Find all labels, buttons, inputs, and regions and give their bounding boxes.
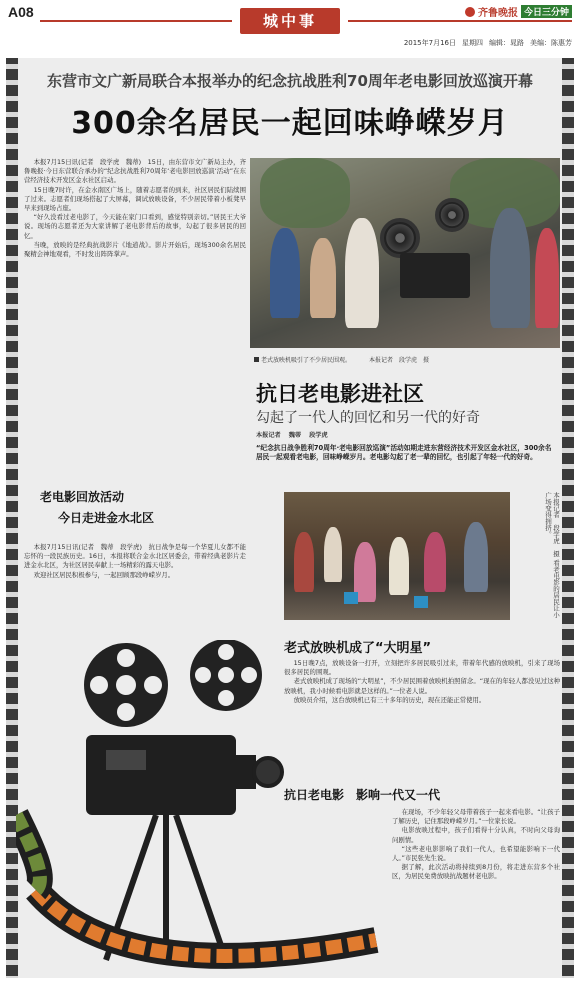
designer-credit: 美编：陈惠芳	[530, 39, 572, 47]
issue-meta	[404, 38, 572, 48]
photo2-caption-text: 看老电影的居民让小广场变得拥挤。	[544, 492, 560, 618]
paragraph: 本报7月15日讯(记者 段学虎 魏蒂) 15日，由东营市文广新局主办，齐鲁晚报·今日东营联合承办的“纪念抗战胜利70周年‘老电影回放巡演’活动”在东营经济技术开发区金水社区启动。	[24, 158, 246, 185]
issue-date: 2015年7月16日	[403, 39, 456, 47]
edition-badge: 今日三分钟	[521, 5, 572, 18]
notice-body	[24, 543, 246, 651]
paragraph: 据了解，此次活动将持续到8月份，将走进东营多个社区，为居民免费放映抗战题材老电影。	[392, 863, 560, 881]
paragraph: 在现场，不少年轻父母带着孩子一起来看电影。“让孩子了解历史，记住那段峥嵘岁月。”一位家长说。	[392, 808, 560, 826]
paragraph: 老式放映机成了现场的“大明星”，不少居民围着放映机拍照留念。“现在的年轻人都没见过这种放映机，我小时候看电影就是这样的。”一位老人说。	[284, 677, 560, 695]
section-headline: 抗日老电影进社区	[256, 382, 424, 406]
section-title: 城中事	[240, 8, 340, 34]
paragraph: 欢迎社区居民积极参与，一起回顾那段峥嵘岁月。	[33, 570, 175, 579]
paragraph: 当晚，放映的是经典抗战影片《地道战》。影片开始后，现场300余名居民聚精会神地观看，不时发出阵阵掌声。	[24, 240, 246, 259]
film-reel-icon	[84, 643, 168, 727]
paragraph: “好久没看过老电影了，今天能在家门口看到，感觉特别亲切。”居民王大爷说。现场的志愿者还为大家讲解了老电影背后的故事，勾起了很多居民的回忆。	[24, 213, 246, 240]
page-header	[0, 0, 580, 52]
projector-subheading: 老式放映机成了“大明星”	[284, 641, 432, 656]
influence-subheading: 抗日老电影 影响一代又一代	[284, 788, 441, 802]
paragraph: “这些老电影影响了我们一代人，也希望能影响下一代人。”市民张先生说。	[392, 844, 560, 863]
newspaper-brand	[465, 4, 572, 19]
film-projector-illustration	[16, 640, 396, 970]
subheading-today: 今日走进金水北区	[58, 511, 155, 525]
newspaper-logo-icon	[465, 7, 475, 17]
issue-weekday: 星期四	[462, 39, 483, 47]
byline-label: 本报记者	[256, 432, 281, 439]
byline	[256, 430, 328, 439]
outdoor-audience-photo	[284, 492, 510, 620]
paragraph: 电影放映过程中，孩子们看得十分认真，不时向父母询问剧情。	[392, 826, 560, 844]
byline-author: 段学虎	[309, 432, 328, 439]
paragraph: 本报7月15日讯(记者 魏蒂 段学虎) 抗日战争是每一个华夏儿女都不能忘怀的一段民族历史。16日，本报将联合金水北区居委会，带着经典老影片走进金水北区，为社区居民奉献上一场精彩的露天电影。	[24, 543, 246, 570]
section-subheadline: 勾起了一代人的回忆和另一代的好奇	[256, 410, 480, 426]
paragraph: 15日晚7点，放映设备一打开，立刻把许多居民吸引过来，带着年代感的放映机，引来了现场很多居民的围观。	[284, 659, 560, 677]
photo2-credit: 本报记者 段学虎 摄	[552, 492, 560, 557]
subheading-activity: 老电影回放活动	[40, 490, 125, 504]
page-number: A08	[8, 4, 34, 20]
photo2-caption	[520, 492, 560, 622]
film-reel-icon	[190, 640, 262, 711]
left-column-body	[24, 158, 246, 463]
projector-crowd-photo	[250, 158, 560, 348]
film-strip-icon	[16, 815, 376, 956]
editor-credit: 编辑：晁路	[489, 39, 524, 47]
article-headline: 300余名居民一起回味峥嵘岁月	[71, 106, 509, 141]
projector-body-icon	[86, 735, 282, 815]
article-kicker: 东营市文广新局联合本报举办的纪念抗战胜利70周年老电影回放巡演开幕	[47, 72, 533, 90]
paragraph: 15日晚7时许，在金水南区广场上，随着志愿者的到来，社区居民们陆续围了过来。志愿者们现场搭起了大屏幕，调试放映设备，不少居民带着小板凳早早来到现场占座。	[24, 185, 246, 213]
influence-section-body	[392, 808, 560, 968]
lead-paragraph: “纪念抗日战争胜利70周年·老电影回放巡演”活动如期走进东营经济技术开发区金水社区，300余名居民一起观看老电影，回味峥嵘岁月。老电影勾起了老一辈的回忆，也引起了年轻一代的好奇。	[256, 444, 552, 462]
paragraph: 放映员介绍，这台放映机已有三十多年的历史，现在还能正常使用。	[293, 695, 486, 704]
byline-author: 魏蒂	[288, 432, 302, 439]
photo1-caption-text: 老式放映机吸引了不少居民围观。	[254, 355, 351, 364]
brand-name: 齐鲁晚报	[477, 8, 518, 19]
photo1-caption	[254, 355, 429, 364]
photo1-credit: 本报记者 段学虎 摄	[369, 357, 430, 364]
